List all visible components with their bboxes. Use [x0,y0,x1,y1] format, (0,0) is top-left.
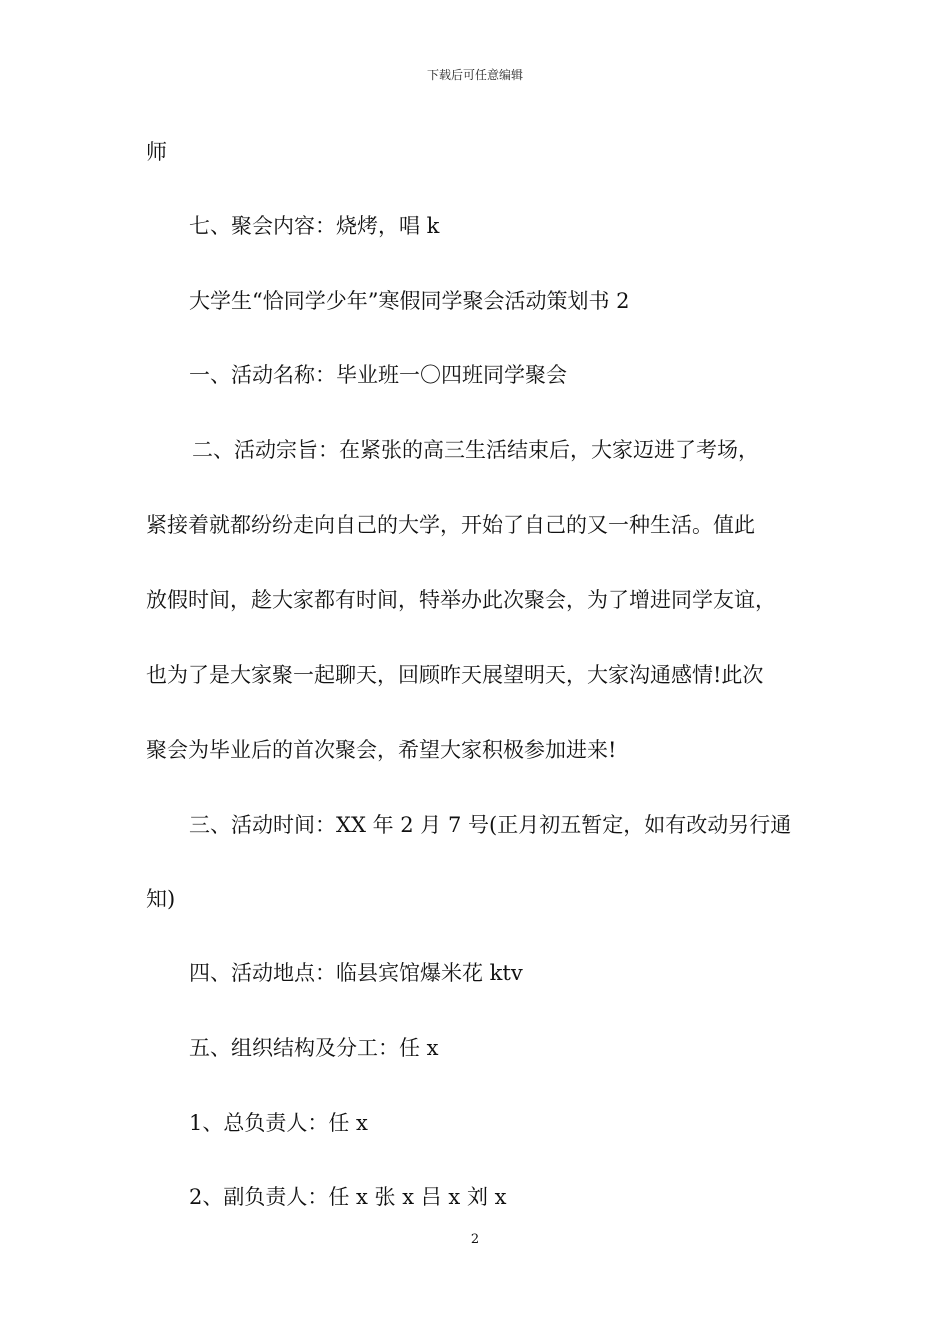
text-line: 紧接着就都纷纷走向自己的大学，开始了自己的又一种生活。值此 [146,513,755,537]
section-heading: 大学生“恰同学少年”寒假同学聚会活动策划书 2 [189,289,630,313]
header-note: 下载后可任意编辑 [426,68,523,82]
text-line: 四、活动地点：临县宾馆爆米花 ktv [189,961,523,985]
text-line: 五、组织结构及分工：任 x [189,1036,439,1060]
text-line: 放假时间，趁大家都有时间，特举办此次聚会，为了增进同学友谊， [146,588,776,612]
text-line: 1、总负责人：任 x [189,1111,368,1135]
text-line: 三、活动时间：XX 年 2 月 7 号(正月初五暂定，如有改动另行通 [189,813,792,837]
text-line: 2、副负责人：任 x 张 x 吕 x 刘 x [189,1185,507,1209]
text-line: 知) [146,887,176,911]
text-line: 也为了是大家聚一起聊天，回顾昨天展望明天，大家沟通感情!此次 [146,663,764,687]
text-line: 七、聚会内容：烧烤，唱 k [189,214,440,238]
text-line: 聚会为毕业后的首次聚会，希望大家积极参加进来! [146,738,617,762]
text-line: 师 [146,140,167,164]
text-line: 一、活动名称：毕业班一〇四班同学聚会 [189,363,567,387]
text-line: 二、活动宗旨：在紧张的高三生活结束后，大家迈进了考场， [192,438,759,462]
page-number: 2 [470,1232,480,1247]
